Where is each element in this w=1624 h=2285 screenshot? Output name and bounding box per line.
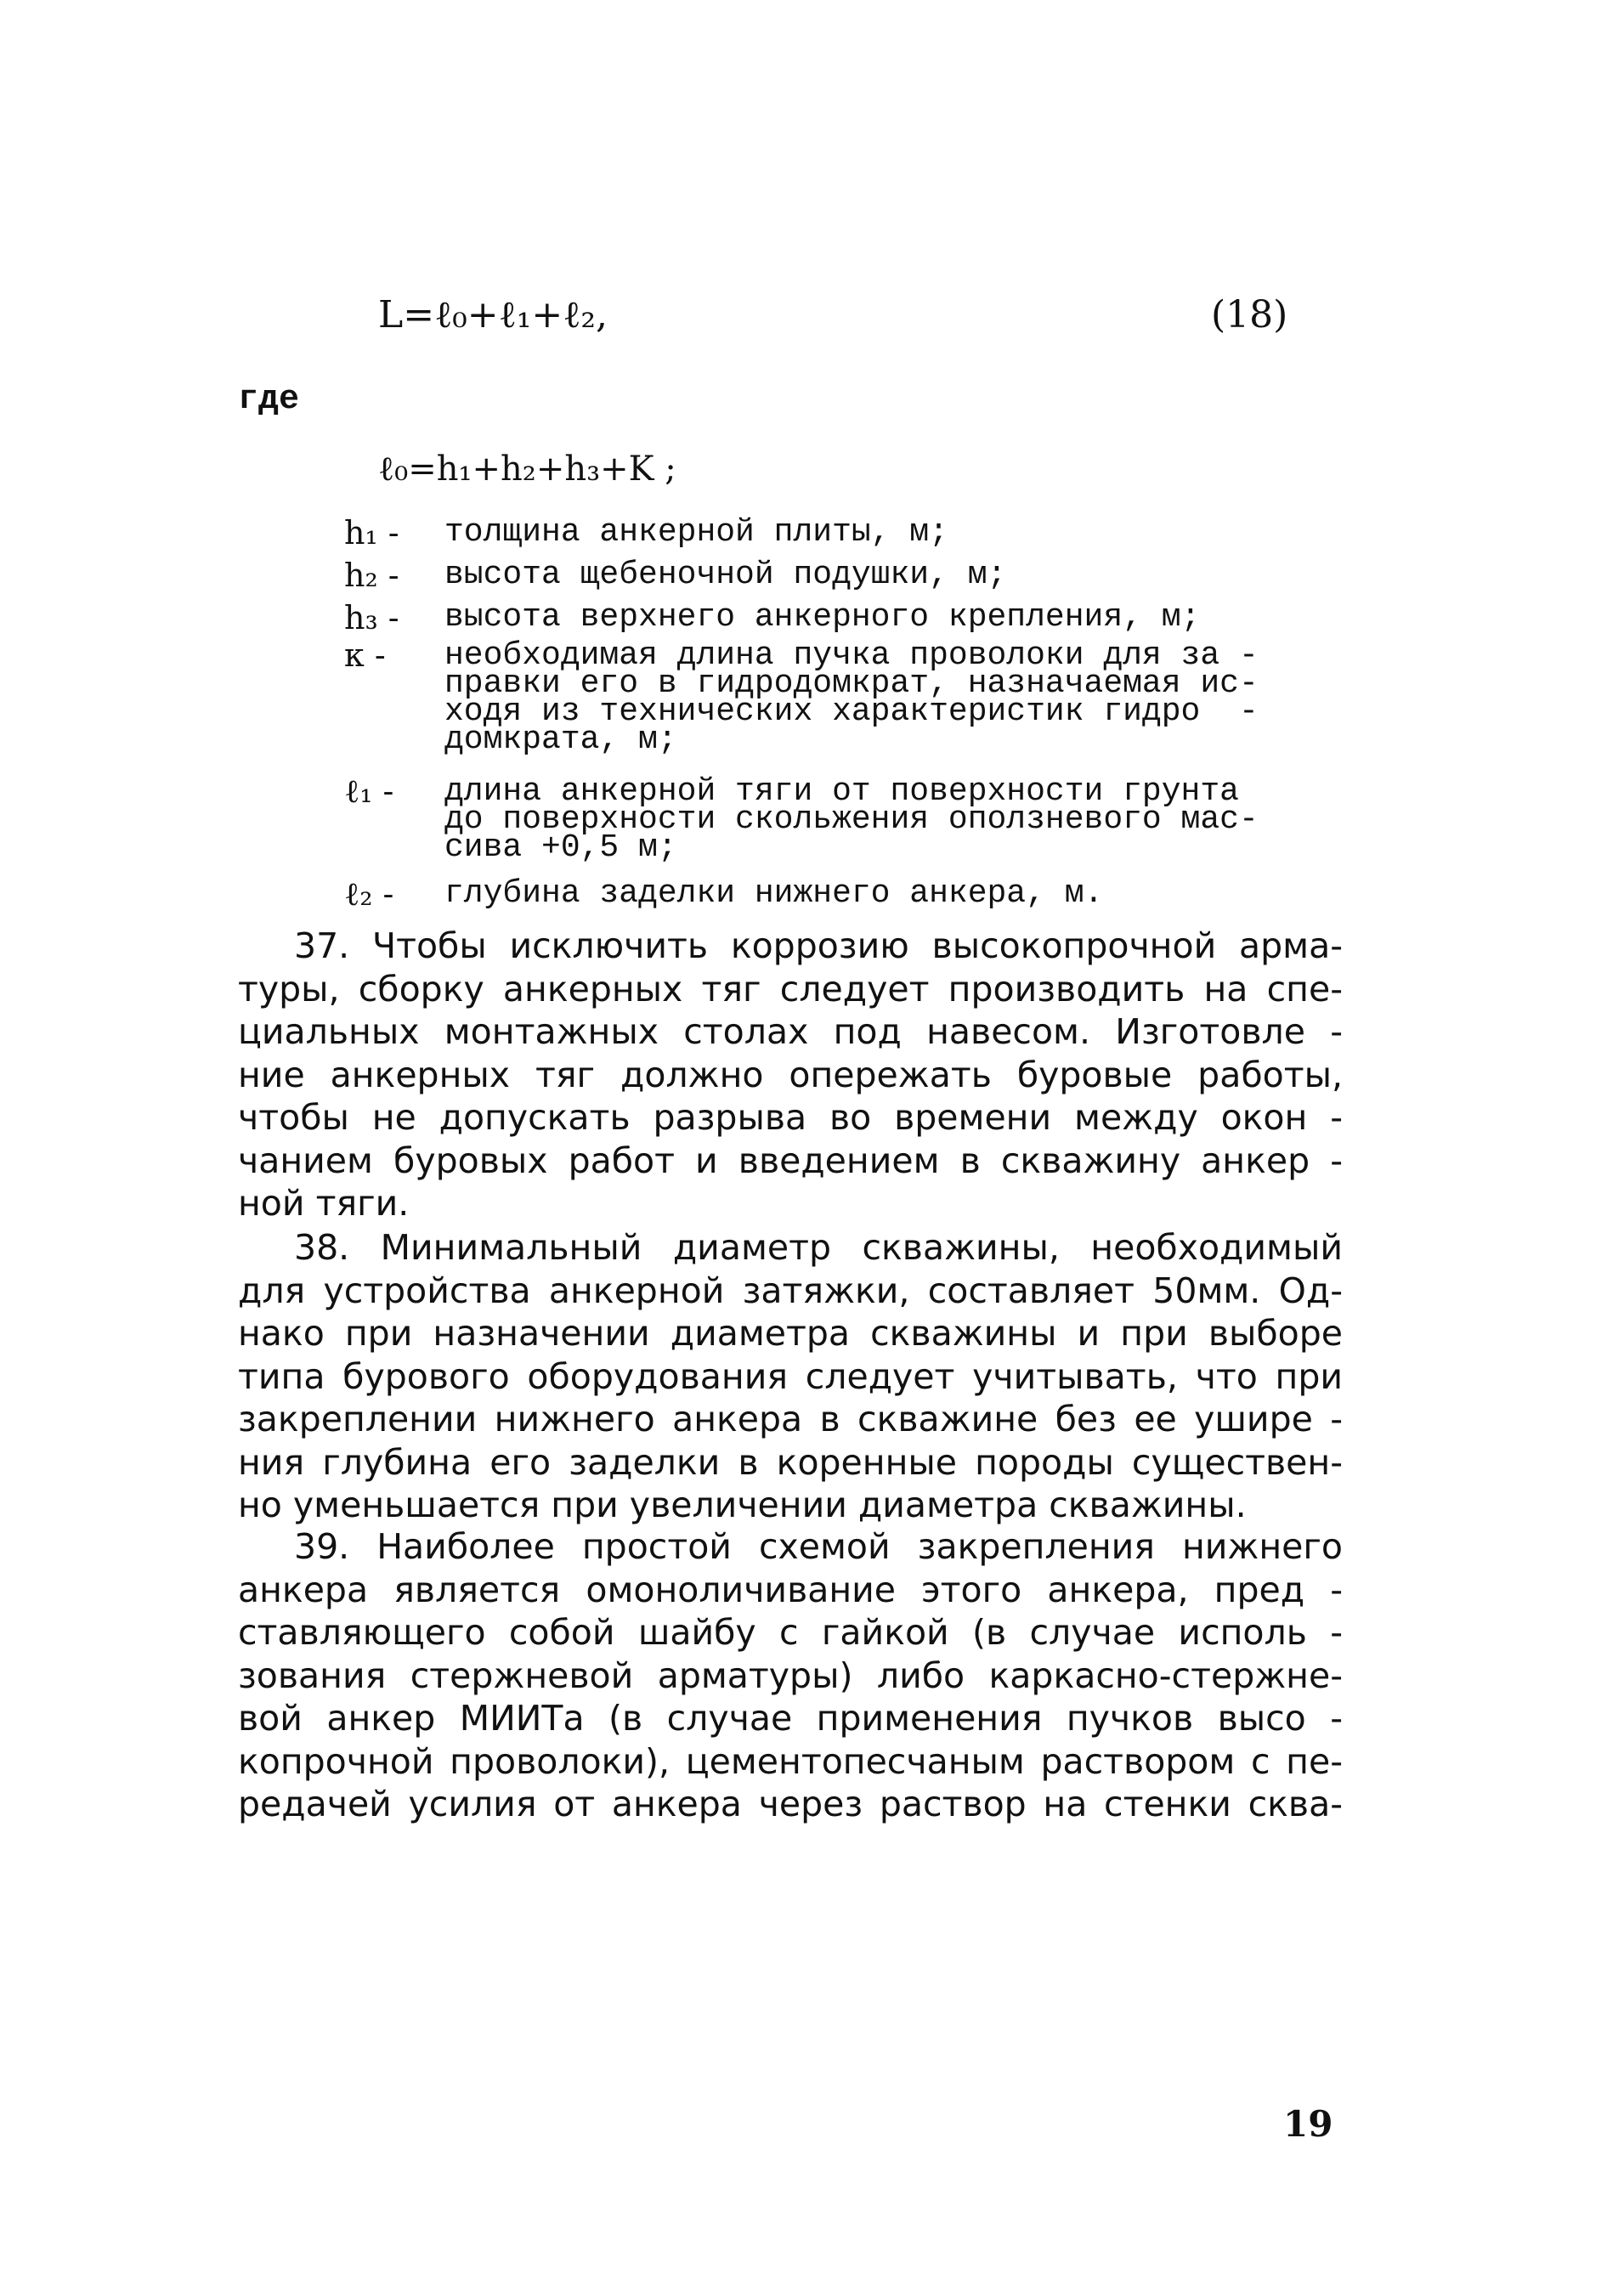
definition-k xyxy=(344,636,1364,758)
definition-text: до поверхности скольжения оползневого мас- xyxy=(444,801,1259,838)
definition-h3 xyxy=(344,599,1364,636)
definition-text: глубина заделки нижнего анкера, м. xyxy=(444,875,1104,912)
text-line: чтобы не допускать разрыва во времени между окон - xyxy=(238,1097,1343,1138)
definition-h1 xyxy=(344,514,1364,551)
page-number: 19 xyxy=(1283,2103,1333,2145)
definition-symbol: h₃ - xyxy=(344,599,399,636)
text-line: чанием буровых работ и введением в скважину анкер - xyxy=(238,1140,1343,1181)
text-line: типа бурового оборудования следует учитывать, что при xyxy=(238,1355,1343,1397)
paragraph-37 xyxy=(238,925,1343,1225)
definition-text: правки его в гидродомкрат, назначаемая ис- xyxy=(444,665,1259,702)
definition-text: высота щебеночной подушки, м; xyxy=(444,557,1007,593)
text-line: закреплении нижнего анкера в скважине без ее уширe - xyxy=(238,1399,1343,1439)
text-line: но уменьшается при увеличении диаметра скважины. xyxy=(238,1485,1247,1525)
definition-l1 xyxy=(344,772,1364,866)
text-line: зования стержневой арматуры) либо каркасно-стержне- xyxy=(238,1654,1343,1696)
where-label: где xyxy=(238,381,300,419)
formula-l0: ℓ₀=h₁+h₂+h₃+K ; xyxy=(378,450,676,489)
text-line: циальных монтажных столах под навесом. Изготовле - xyxy=(238,1011,1343,1052)
text-line: ставляющего собой шайбу с гайкой (в случае исполь - xyxy=(238,1612,1343,1653)
definition-h2 xyxy=(344,557,1364,594)
text-line: 37. Чтобы исключить коррозию высокопрочной арма- xyxy=(294,925,1343,966)
text-line: для устройства анкерной затяжки, составляет 50мм. Од- xyxy=(238,1270,1343,1311)
definition-text: длина анкерной тяги от поверхности грунта xyxy=(444,773,1239,810)
paragraph-39 xyxy=(238,1525,1343,1826)
definition-text: сива +0,5 м; xyxy=(444,829,677,866)
paragraph-38 xyxy=(238,1226,1343,1527)
text-line: копрочной проволоки), цементопесчаным раствором с пе- xyxy=(238,1740,1343,1782)
text-line: вой анкер МИИТа (в случае применения пучков высо - xyxy=(238,1698,1343,1739)
text-line: анкера является омоноличивание этого анкера, пред - xyxy=(238,1569,1343,1610)
definition-text: высота верхнего анкерного крепления, м; xyxy=(444,599,1201,636)
definition-symbol: ℓ₂ - xyxy=(344,875,394,913)
formula-18: L=ℓ₀+ℓ₁+ℓ₂, xyxy=(378,293,608,337)
equation-number: (18) xyxy=(1211,293,1288,337)
definition-symbol: ℓ₁ - xyxy=(344,772,394,810)
definition-symbol: h₁ - xyxy=(344,514,399,551)
definition-text: ходя из технических характеристик гидро - xyxy=(444,693,1259,730)
text-line: ной тяги. xyxy=(238,1183,410,1224)
definition-text: домкрата, м; xyxy=(444,721,677,758)
text-line: ния глубина его заделки в коренные породы существен- xyxy=(238,1441,1343,1483)
text-line: нако при назначении диаметра скважины и при выборе xyxy=(238,1313,1343,1354)
text-line: редачей усилия от анкера через раствор на стенки сква- xyxy=(238,1784,1343,1824)
text-line: ние анкерных тяг должно опережать буровые работы, xyxy=(238,1054,1343,1095)
definition-text: необходимая длина пучка проволоки для за - xyxy=(444,637,1259,674)
text-line: 39. Наиболее простой схемой закрепления нижнего xyxy=(294,1526,1343,1567)
definition-symbol: h₂ - xyxy=(344,557,399,594)
definition-l2 xyxy=(344,875,1364,913)
definition-text: толщина анкерной плиты, м; xyxy=(444,514,948,551)
text-line: 38. Минимальный диаметр скважины, необходимый xyxy=(294,1227,1343,1268)
text-line: туры, сборку анкерных тяг следует производить на спе- xyxy=(238,968,1343,1010)
definition-symbol: к - xyxy=(344,636,386,674)
